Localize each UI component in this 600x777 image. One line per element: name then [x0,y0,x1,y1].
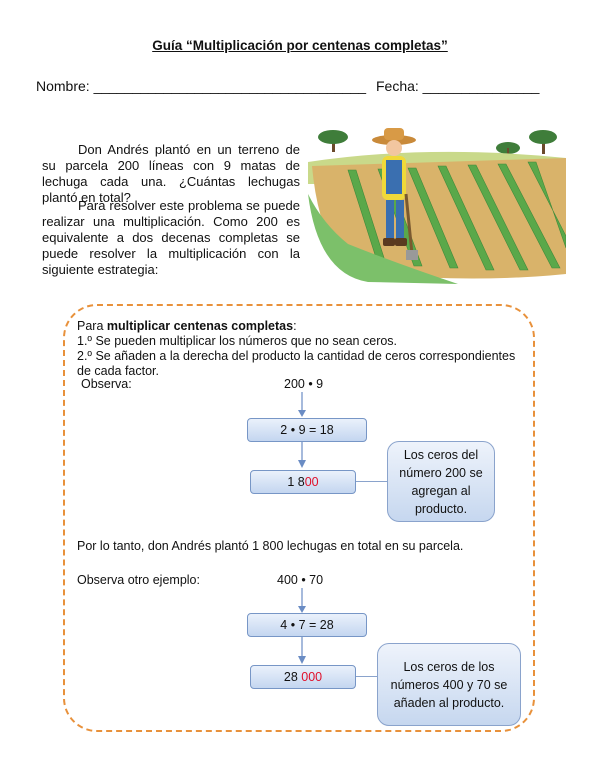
example2-label: Observa otro ejemplo: [77,573,200,587]
name-date-line [36,78,539,94]
arrow-down-icon [298,410,306,417]
conclusion-text: Por lo tanto, don Andrés plantó 1 800 lechugas en total en su parcela. [77,539,464,553]
example1-result-box: 1 800 [250,470,356,494]
example1-callout: Los ceros del número 200 se agregan al producto. [387,441,495,522]
strategy-step-2: 2.º Se añaden a la derecha del producto la cantidad de ceros correspondientes de cada factor. [77,349,516,378]
intro-paragraph-1: Don Andrés plantó en un terreno de su parcela 200 líneas con 9 matas de lechuga cada una. ¿Cuántas lechugas plantó en total? [42,142,300,205]
example2-callout: Los ceros de los números 400 y 70 se añaden al producto. [377,643,521,726]
strategy-heading: Para multiplicar centenas completas: [77,319,297,333]
date-field[interactable]: Fecha: _______________ [375,78,540,94]
example1-step-box: 2 • 9 = 18 [247,418,367,442]
arrow-down-icon [298,460,306,468]
strategy-step-1: 1.º Se pueden multiplicar los números que no sean ceros. [77,334,398,348]
arrow-down-icon [298,606,306,613]
connector-line [356,481,388,482]
arrow-down-icon [298,656,306,664]
example2-result-box: 28 000 [250,665,356,689]
name-field[interactable]: Nombre: ___________________________________ [36,78,367,94]
example1-label: Observa: [81,377,132,391]
example2-expression: 400 • 70 [277,573,324,587]
intro-paragraph-2: Para resolver este problema se puede realizar una multiplicación. Como 200 es equivalente a dos decenas completas se puede resolver la multiplicación con la siguiente estrategia: [42,198,300,277]
connector-line [356,676,378,677]
example1-expression: 200 • 9 [284,377,324,391]
farmer-field-illustration [308,124,566,286]
strategy-text [77,319,529,379]
page-title: Guía “Multiplicación por centenas completas” [152,38,448,53]
example2-step-box: 4 • 7 = 28 [247,613,367,637]
